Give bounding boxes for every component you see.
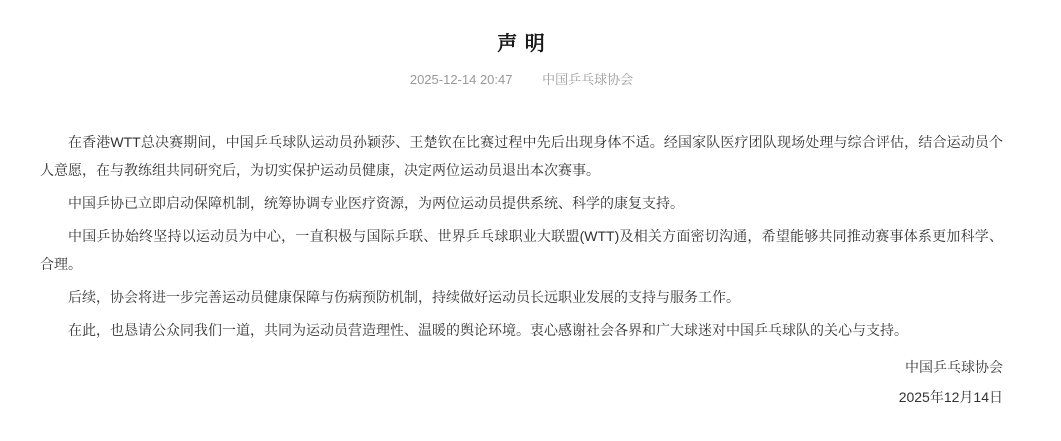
publisher-name: 中国乒乓球协会 xyxy=(542,72,634,87)
paragraph-1: 在香港WTT总决赛期间，中国乒乓球队运动员孙颖莎、王楚钦在比赛过程中先后出现身体不适。经国家队医疗团队现场处理与综合评估，结合运动员个人意愿，在与教练组共同研究后，为切实保护运动员健康，决定两位运动员退出本次赛事。 xyxy=(40,134,1003,178)
paragraph-3: 中国乒协始终坚持以运动员为中心，一直积极与国际乒联、世界乒乓球职业大联盟(WTT)及相关方面密切沟通，希望能够共同推动赛事体系更加科学、合理。 xyxy=(40,228,1003,272)
article-meta xyxy=(40,69,1003,88)
paragraph-5: 在此，也恳请公众同我们一道，共同为运动员营造理性、温暖的舆论环境。衷心感谢社会各界和广大球迷对中国乒乓球队的关心与支持。 xyxy=(68,322,908,338)
signature-block xyxy=(40,353,1003,411)
signature-date: 2025年12月14日 xyxy=(898,389,1003,405)
signature-organization: 中国乒乓球协会 xyxy=(905,359,1003,375)
statement-body xyxy=(40,128,1003,344)
paragraph-4: 后续，协会将进一步完善运动员健康保障与伤病预防机制，持续做好运动员长远职业发展的支持与服务工作。 xyxy=(68,289,740,305)
publish-timestamp: 2025-12-14 20:47 xyxy=(409,72,513,87)
paragraph-2: 中国乒协已立即启动保障机制，统筹协调专业医疗资源，为两位运动员提供系统、科学的康复支持。 xyxy=(68,195,684,211)
page-title: 声 明 xyxy=(497,33,546,55)
